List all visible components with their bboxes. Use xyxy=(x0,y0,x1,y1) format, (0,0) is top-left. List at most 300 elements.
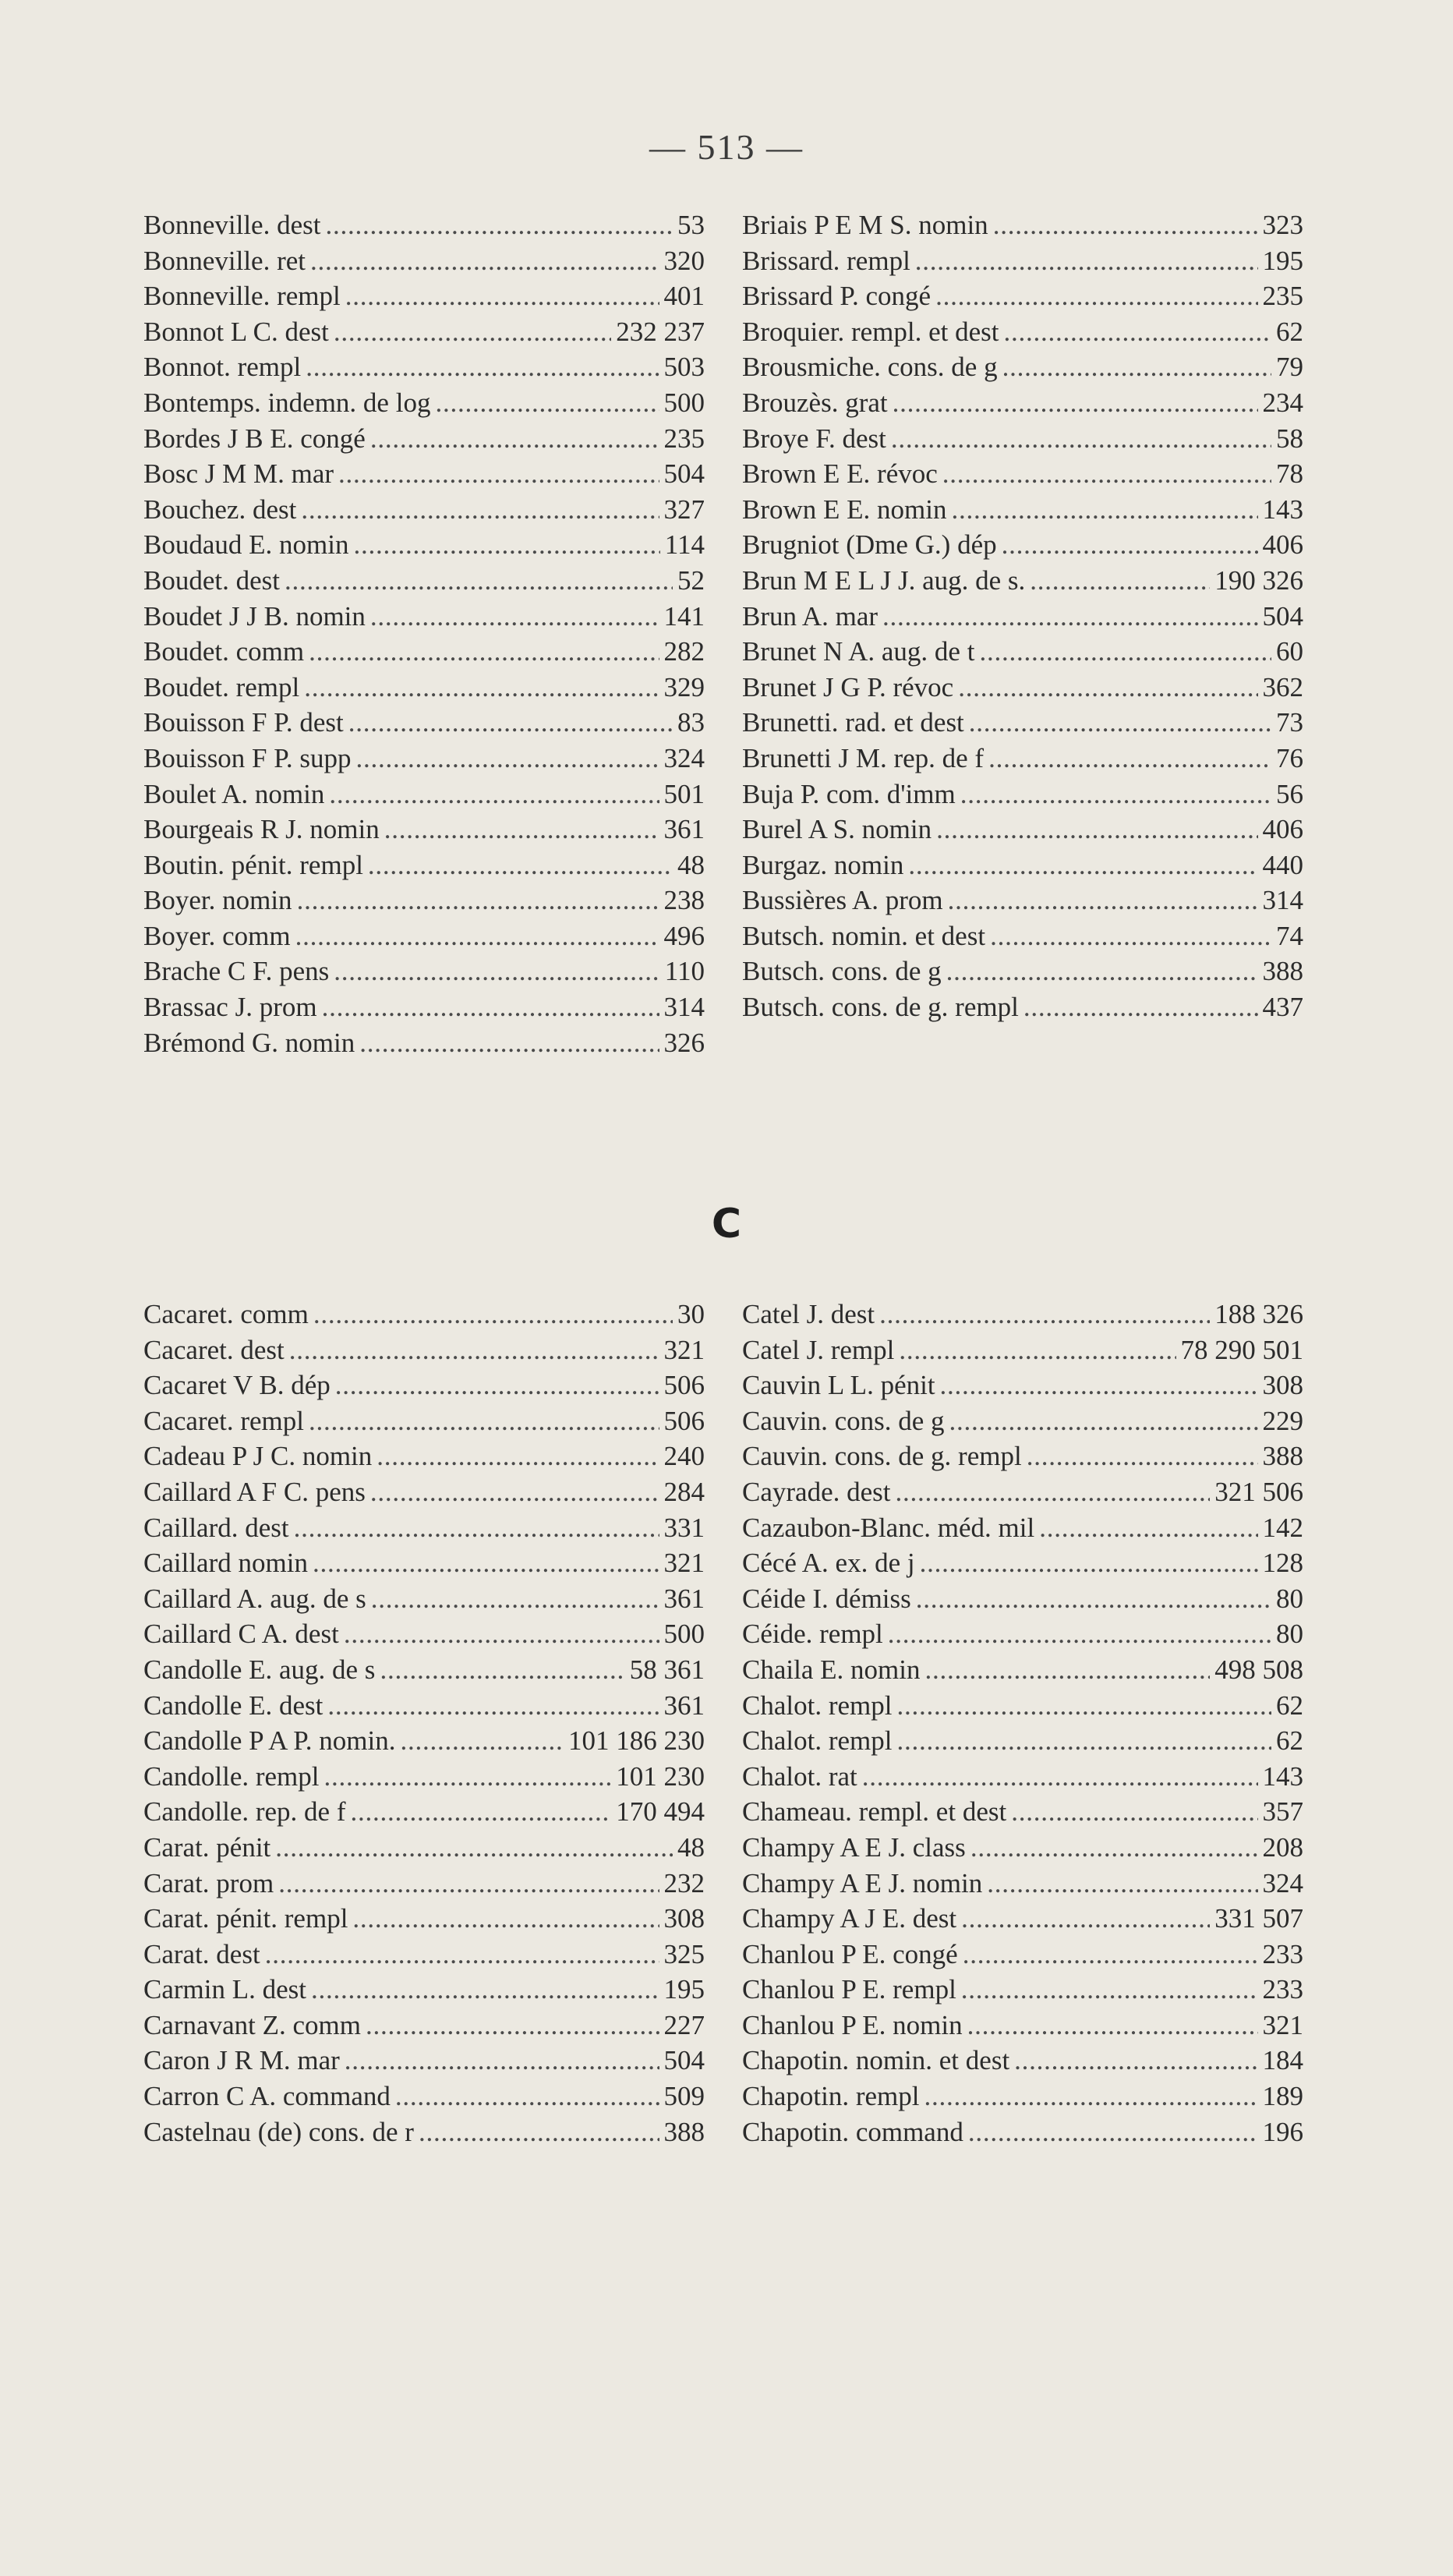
dot-leader xyxy=(961,1901,1210,1937)
index-entry xyxy=(742,1297,1303,1332)
index-entry xyxy=(742,349,1303,385)
entry-pages: 79 xyxy=(1276,352,1303,383)
entry-pages: 190 326 xyxy=(1214,564,1303,596)
dot-leader xyxy=(322,989,659,1025)
entry-name: Candolle E. aug. de s xyxy=(143,1654,376,1685)
index-entry xyxy=(143,741,705,777)
dot-leader xyxy=(924,1652,1210,1688)
entry-name: Brown E E. révoc xyxy=(742,458,938,490)
entry-pages: 320 xyxy=(663,245,705,276)
entry-pages: 110 xyxy=(664,956,705,987)
entry-name: Chalot. rat xyxy=(742,1760,857,1792)
index-entry xyxy=(742,278,1303,314)
dot-leader xyxy=(882,599,1257,635)
entry-pages: 78 xyxy=(1276,458,1303,490)
entry-name: Brouzès. grat xyxy=(742,387,888,418)
page-number: — 513 — xyxy=(649,127,804,167)
entry-name: Bosc J M M. mar xyxy=(143,458,334,490)
entry-pages: 58 xyxy=(1276,423,1303,454)
entry-pages: 48 xyxy=(677,849,705,880)
entry-name: Bordes J B E. congé xyxy=(143,423,366,454)
entry-name: Brown E E. nomin xyxy=(742,494,947,525)
entry-name: Buja P. com. d'imm xyxy=(742,778,956,809)
dot-leader xyxy=(1011,1794,1257,1830)
entry-name: Chameau. rempl. et dest xyxy=(742,1796,1007,1828)
entry-pages: 128 xyxy=(1262,1548,1303,1579)
entry-pages: 195 xyxy=(663,1974,705,2005)
dot-leader xyxy=(1027,1438,1258,1474)
dot-leader xyxy=(370,599,659,635)
index-entry xyxy=(742,2079,1303,2114)
dot-leader xyxy=(920,1545,1258,1581)
entry-pages: 141 xyxy=(663,600,705,632)
index-entry xyxy=(143,1403,705,1439)
entry-pages: 440 xyxy=(1262,849,1303,880)
index-entry xyxy=(143,777,705,812)
entry-name: Candolle P A P. nomin. xyxy=(143,1725,396,1757)
dot-leader xyxy=(338,456,659,492)
index-entry xyxy=(742,989,1303,1025)
entry-pages: 240 xyxy=(663,1441,705,1472)
entry-pages: 56 xyxy=(1276,778,1303,809)
index-entry xyxy=(143,1025,705,1061)
entry-pages: 496 xyxy=(663,920,705,951)
dot-leader xyxy=(862,1759,1258,1795)
index-entry xyxy=(143,1368,705,1403)
entry-pages: 401 xyxy=(663,281,705,312)
entry-name: Bouchez. dest xyxy=(143,494,297,525)
index-entry xyxy=(143,1652,705,1688)
entry-pages: 504 xyxy=(663,458,705,490)
dot-leader xyxy=(1023,989,1258,1025)
dot-leader xyxy=(370,1474,659,1510)
entry-pages: 233 xyxy=(1262,1938,1303,1969)
entry-pages: 284 xyxy=(663,1476,705,1507)
entry-pages: 498 508 xyxy=(1214,1654,1303,1685)
index-entry xyxy=(742,1901,1303,1937)
index-entry xyxy=(742,2114,1303,2150)
entry-pages: 188 326 xyxy=(1214,1299,1303,1329)
entry-name: Carat. pénit. rempl xyxy=(143,1903,348,1934)
entry-name: Bussières A. prom xyxy=(742,885,943,916)
entry-name: Cacaret. dest xyxy=(143,1334,285,1365)
index-entry xyxy=(143,563,705,599)
dot-leader xyxy=(1014,2043,1257,2079)
dot-leader xyxy=(949,1403,1258,1439)
dot-leader xyxy=(294,1510,659,1546)
entry-pages: 74 xyxy=(1276,920,1303,951)
dot-leader xyxy=(893,385,1258,421)
entry-name: Cazaubon-Blanc. méd. mil xyxy=(742,1512,1035,1543)
entry-pages: 101 186 230 xyxy=(568,1725,705,1757)
entry-name: Catel J. dest xyxy=(742,1299,875,1329)
index-entry xyxy=(742,883,1303,918)
index-entry xyxy=(742,918,1303,954)
entry-pages: 321 xyxy=(1262,2009,1303,2040)
entry-name: Carmin L. dest xyxy=(143,1974,306,2005)
index-entry xyxy=(143,1688,705,1724)
entry-name: Castelnau (de) cons. de r xyxy=(143,2116,414,2147)
index-entry xyxy=(742,1972,1303,2008)
dot-leader xyxy=(313,1545,659,1581)
index-entry xyxy=(143,2043,705,2079)
entry-name: Butsch. cons. de g. rempl xyxy=(742,992,1019,1023)
entry-name: Cacaret. comm xyxy=(143,1299,309,1329)
index-entry xyxy=(742,314,1303,350)
entry-pages: 324 xyxy=(663,742,705,773)
entry-name: Chanlou P E. nomin xyxy=(742,2009,963,2040)
dot-leader xyxy=(311,1972,659,2008)
entry-pages: 170 494 xyxy=(616,1796,705,1828)
entry-name: Brissard. rempl xyxy=(742,245,910,276)
index-entry xyxy=(742,1759,1303,1795)
entry-pages: 324 xyxy=(1262,1867,1303,1898)
index-entry xyxy=(143,634,705,670)
entry-pages: 331 xyxy=(663,1512,705,1543)
entry-name: Boudet J J B. nomin xyxy=(143,600,366,632)
entry-pages: 388 xyxy=(663,2116,705,2147)
entry-pages: 114 xyxy=(664,529,705,561)
entry-name: Brunet J G P. révoc xyxy=(742,671,954,702)
entry-pages: 503 xyxy=(663,352,705,383)
dot-leader xyxy=(380,1652,624,1688)
entry-name: Carat. dest xyxy=(143,1938,260,1969)
entry-pages: 73 xyxy=(1276,707,1303,738)
entry-name: Caillard C A. dest xyxy=(143,1619,339,1650)
index-entry xyxy=(742,1474,1303,1510)
entry-name: Carnavant Z. comm xyxy=(143,2009,361,2040)
entry-pages: 361 xyxy=(663,814,705,845)
index-entry xyxy=(742,1368,1303,1403)
entry-name: Caron J R M. mar xyxy=(143,2045,340,2076)
entry-pages: 314 xyxy=(1262,885,1303,916)
index-entry xyxy=(143,421,705,457)
dot-leader xyxy=(329,777,659,812)
entry-name: Cacaret. rempl xyxy=(143,1405,305,1436)
entry-pages: 331 507 xyxy=(1214,1903,1303,1934)
entry-pages: 78 290 501 xyxy=(1180,1334,1303,1365)
dot-leader xyxy=(967,2008,1258,2043)
entry-pages: 388 xyxy=(1262,1441,1303,1472)
dot-leader xyxy=(1002,527,1258,563)
entry-name: Cécé A. ex. de j xyxy=(742,1548,915,1579)
entry-name: Chalot. rempl xyxy=(742,1690,893,1721)
dot-leader xyxy=(915,243,1258,279)
index-column-b-right xyxy=(742,207,1303,1025)
entry-name: Boudet. dest xyxy=(143,564,280,596)
index-entry xyxy=(143,243,705,279)
entry-pages: 196 xyxy=(1262,2116,1303,2147)
section-letter-c: C xyxy=(711,1201,742,1247)
dot-leader xyxy=(1039,1510,1257,1546)
entry-name: Brissard P. congé xyxy=(742,281,932,312)
entry-pages: 357 xyxy=(1262,1796,1303,1828)
dot-leader xyxy=(327,1688,659,1724)
entry-pages: 62 xyxy=(1276,316,1303,347)
dot-leader xyxy=(384,812,659,847)
index-entry xyxy=(143,1510,705,1546)
index-entry xyxy=(143,527,705,563)
dot-leader xyxy=(946,954,1258,989)
entry-pages: 233 xyxy=(1262,1974,1303,2005)
entry-pages: 406 xyxy=(1262,814,1303,845)
index-entry xyxy=(143,1759,705,1795)
dot-leader xyxy=(335,1368,659,1403)
index-entry xyxy=(143,1794,705,1830)
entry-pages: 323 xyxy=(1262,210,1303,240)
index-entry xyxy=(143,847,705,883)
index-entry xyxy=(143,1332,705,1368)
entry-name: Céide. rempl xyxy=(742,1619,883,1650)
entry-name: Champy A J E. dest xyxy=(742,1903,957,1934)
entry-name: Caillard A. aug. de s xyxy=(143,1583,366,1614)
entry-pages: 406 xyxy=(1262,529,1303,561)
entry-name: Bonnot L C. dest xyxy=(143,316,329,347)
entry-pages: 80 xyxy=(1276,1583,1303,1614)
entry-name: Brun A. mar xyxy=(742,600,879,632)
index-entry xyxy=(742,847,1303,883)
entry-name: Cadeau P J C. nomin xyxy=(143,1441,373,1472)
dot-leader xyxy=(968,2114,1258,2150)
index-column-c-left xyxy=(143,1297,705,2150)
index-entry xyxy=(143,705,705,741)
entry-name: Catel J. rempl xyxy=(742,1334,895,1365)
index-entry xyxy=(143,1972,705,2008)
entry-pages: 234 xyxy=(1262,387,1303,418)
entry-name: Chapotin. rempl xyxy=(742,2081,920,2112)
dot-leader xyxy=(353,527,659,563)
entry-name: Boutin. pénit. rempl xyxy=(143,849,363,880)
index-entry xyxy=(742,599,1303,635)
index-entry xyxy=(143,1866,705,1902)
index-entry xyxy=(143,1545,705,1581)
dot-leader xyxy=(908,847,1257,883)
entry-name: Champy A E J. class xyxy=(742,1831,966,1863)
entry-pages: 62 xyxy=(1276,1690,1303,1721)
index-entry xyxy=(143,1438,705,1474)
entry-name: Cacaret V B. dép xyxy=(143,1370,331,1401)
entry-name: Brugniot (Dme G.) dép xyxy=(742,529,997,561)
entry-name: Broquier. rempl. et dest xyxy=(742,316,999,347)
entry-name: Chanlou P E. rempl xyxy=(742,1974,956,2005)
entry-pages: 184 xyxy=(1262,2045,1303,2076)
dot-leader xyxy=(988,741,1271,777)
entry-name: Chanlou P E. congé xyxy=(742,1938,958,1969)
entry-pages: 501 xyxy=(663,778,705,809)
entry-pages: 189 xyxy=(1262,2081,1303,2112)
entry-pages: 227 xyxy=(663,2009,705,2040)
dot-leader xyxy=(348,705,673,741)
index-entry xyxy=(742,492,1303,528)
entry-pages: 208 xyxy=(1262,1831,1303,1863)
entry-pages: 195 xyxy=(1262,245,1303,276)
entry-pages: 60 xyxy=(1276,636,1303,667)
index-entry xyxy=(742,1616,1303,1652)
entry-pages: 506 xyxy=(663,1370,705,1401)
dot-leader xyxy=(400,1723,564,1759)
dot-leader xyxy=(935,278,1257,314)
entry-name: Cayrade. dest xyxy=(742,1476,891,1507)
dot-leader xyxy=(334,954,660,989)
entry-name: Briais P E M S. nomin xyxy=(742,210,988,240)
dot-leader xyxy=(916,1581,1271,1617)
index-entry xyxy=(742,634,1303,670)
entry-pages: 76 xyxy=(1276,742,1303,773)
entry-name: Bonnot. rempl xyxy=(143,352,302,383)
entry-pages: 506 xyxy=(663,1405,705,1436)
entry-pages: 101 230 xyxy=(616,1760,705,1792)
entry-pages: 509 xyxy=(663,2081,705,2112)
index-entry xyxy=(143,1937,705,1973)
entry-pages: 83 xyxy=(677,707,705,738)
index-column-b-left xyxy=(143,207,705,1060)
dot-leader xyxy=(993,207,1258,243)
index-entry xyxy=(143,1297,705,1332)
dot-leader xyxy=(942,456,1271,492)
dot-leader xyxy=(301,492,659,528)
dot-leader xyxy=(435,385,659,421)
entry-pages: 504 xyxy=(1262,600,1303,632)
dot-leader xyxy=(265,1937,659,1973)
dot-leader xyxy=(344,1616,659,1652)
entry-pages: 235 xyxy=(663,423,705,454)
dot-leader xyxy=(895,1474,1210,1510)
entry-name: Bonneville. dest xyxy=(143,210,321,240)
index-entry xyxy=(742,1937,1303,1973)
index-entry xyxy=(742,1688,1303,1724)
entry-name: Candolle. rempl xyxy=(143,1760,320,1792)
entry-name: Chapotin. command xyxy=(742,2116,963,2147)
dot-leader xyxy=(366,2008,659,2043)
entry-pages: 329 xyxy=(663,671,705,702)
index-entry xyxy=(143,278,705,314)
entry-name: Cauvin L L. pénit xyxy=(742,1370,935,1401)
index-entry xyxy=(143,989,705,1025)
dot-leader xyxy=(313,1297,673,1332)
entry-pages: 58 361 xyxy=(629,1654,705,1685)
dot-leader xyxy=(979,634,1271,670)
entry-name: Chalot. rempl xyxy=(742,1725,893,1757)
entry-pages: 321 xyxy=(663,1548,705,1579)
dot-leader xyxy=(395,2079,659,2114)
dot-leader xyxy=(355,741,659,777)
entry-name: Boyer. nomin xyxy=(143,885,292,916)
dot-leader xyxy=(295,918,659,954)
entry-name: Brémond G. nomin xyxy=(143,1027,355,1058)
dot-leader xyxy=(958,670,1257,706)
entry-pages: 504 xyxy=(663,2045,705,2076)
dot-leader xyxy=(896,1688,1271,1724)
entry-pages: 361 xyxy=(663,1690,705,1721)
entry-pages: 437 xyxy=(1262,992,1303,1023)
entry-name: Bourgeais R J. nomin xyxy=(143,814,380,845)
index-entry xyxy=(742,563,1303,599)
entry-name: Champy A E J. nomin xyxy=(742,1867,983,1898)
index-entry xyxy=(143,349,705,385)
entry-pages: 308 xyxy=(1262,1370,1303,1401)
index-entry xyxy=(742,1438,1303,1474)
index-entry xyxy=(742,812,1303,847)
dot-leader xyxy=(334,314,611,350)
entry-pages: 308 xyxy=(663,1903,705,1934)
dot-leader xyxy=(924,2079,1257,2114)
entry-name: Butsch. cons. de g xyxy=(742,956,942,987)
index-entry xyxy=(143,2114,705,2150)
index-entry xyxy=(143,1581,705,1617)
dot-leader xyxy=(899,1332,1175,1368)
entry-pages: 143 xyxy=(1262,494,1303,525)
entry-pages: 229 xyxy=(1262,1405,1303,1436)
dot-leader xyxy=(352,1901,659,1937)
entry-pages: 53 xyxy=(677,210,705,240)
entry-name: Boudet. comm xyxy=(143,636,305,667)
entry-name: Caillard nomin xyxy=(143,1548,308,1579)
dot-leader xyxy=(987,1866,1257,1902)
entry-name: Carat. prom xyxy=(143,1867,274,1898)
entry-name: Chapotin. nomin. et dest xyxy=(742,2045,1010,2076)
dot-leader xyxy=(289,1332,659,1368)
entry-name: Caillard. dest xyxy=(143,1512,289,1543)
dot-leader xyxy=(948,883,1258,918)
entry-pages: 48 xyxy=(677,1831,705,1863)
index-entry xyxy=(742,527,1303,563)
dot-leader xyxy=(879,1297,1210,1332)
dot-leader xyxy=(325,207,673,243)
entry-pages: 62 xyxy=(1276,1725,1303,1757)
index-entry xyxy=(143,599,705,635)
index-entry xyxy=(742,385,1303,421)
entry-name: Bouisson F P. dest xyxy=(143,707,344,738)
dot-leader xyxy=(304,670,659,706)
entry-name: Bonneville. ret xyxy=(143,245,306,276)
entry-name: Brassac J. prom xyxy=(143,992,317,1023)
entry-name: Burel A S. nomin xyxy=(742,814,932,845)
dot-leader xyxy=(297,883,659,918)
entry-pages: 388 xyxy=(1262,956,1303,987)
entry-name: Boyer. comm xyxy=(143,920,291,951)
dot-leader xyxy=(1002,349,1271,385)
dot-leader xyxy=(309,634,659,670)
index-entry xyxy=(143,2008,705,2043)
dot-leader xyxy=(969,705,1271,741)
entry-pages: 142 xyxy=(1262,1512,1303,1543)
dot-leader xyxy=(345,278,659,314)
dot-leader xyxy=(359,1025,659,1061)
entry-name: Brache C F. pens xyxy=(143,956,330,987)
dot-leader xyxy=(377,1438,659,1474)
entry-pages: 282 xyxy=(663,636,705,667)
entry-pages: 232 237 xyxy=(616,316,705,347)
index-entry xyxy=(742,705,1303,741)
dot-leader xyxy=(896,1723,1271,1759)
dot-leader xyxy=(370,421,659,457)
entry-name: Carron C A. command xyxy=(143,2081,391,2112)
entry-pages: 232 xyxy=(663,1867,705,1898)
dot-leader xyxy=(936,812,1257,847)
entry-name: Cauvin. cons. de g. rempl xyxy=(742,1441,1022,1472)
entry-name: Céide I. démiss xyxy=(742,1583,911,1614)
index-entry xyxy=(742,1723,1303,1759)
index-entry xyxy=(143,207,705,243)
index-entry xyxy=(742,2043,1303,2079)
index-entry xyxy=(742,421,1303,457)
entry-name: Caillard A F C. pens xyxy=(143,1476,366,1507)
index-entry xyxy=(742,456,1303,492)
dot-leader xyxy=(310,243,659,279)
index-entry xyxy=(143,1723,705,1759)
dot-leader xyxy=(309,1403,659,1439)
entry-name: Bontemps. indemn. de log xyxy=(143,387,431,418)
